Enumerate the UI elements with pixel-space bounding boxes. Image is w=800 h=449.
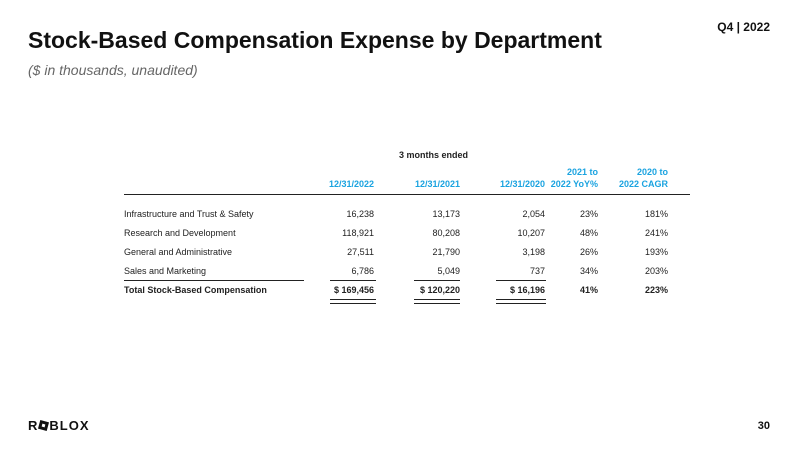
table-cell: 26% xyxy=(579,247,598,257)
table-cell: $ 16,196 xyxy=(509,285,545,295)
rule-line xyxy=(496,280,546,281)
period-label: Q4 | 2022 xyxy=(717,20,770,34)
table-cell: 737 xyxy=(529,266,545,276)
logo-tilted-square-icon xyxy=(38,420,49,431)
rule-line xyxy=(414,280,460,281)
table-cell: 3,198 xyxy=(522,247,545,257)
column-header-yoy: 2021 to 2022 YoY% xyxy=(550,167,598,189)
page-number: 30 xyxy=(757,420,770,432)
roblox-logo: R BLOX xyxy=(28,418,90,433)
table-cell: 16,238 xyxy=(346,209,374,219)
column-header-12-31-2021: 12/31/2021 xyxy=(414,179,460,189)
row-label: Research and Development xyxy=(124,228,236,238)
column-header-12-31-2022: 12/31/2022 xyxy=(328,179,374,189)
table-cell: 23% xyxy=(579,209,598,219)
table-row xyxy=(124,209,690,223)
table-cell: 203% xyxy=(644,266,668,276)
subtotal-rule xyxy=(124,280,690,281)
table-cell: 5,049 xyxy=(437,266,460,276)
table-cell: 27,511 xyxy=(347,247,374,257)
table-cell: 223% xyxy=(644,285,668,295)
table-cell: 241% xyxy=(644,228,668,238)
table-cell: 48% xyxy=(579,228,598,238)
table-header-row xyxy=(124,162,690,195)
table-cell: 2,054 xyxy=(522,209,545,219)
table-cell: 6,786 xyxy=(351,266,374,276)
column-header-cagr: 2020 to 2022 CAGR xyxy=(618,167,668,189)
row-label: Infrastructure and Trust & Safety xyxy=(124,209,254,219)
table-row xyxy=(124,266,690,280)
table-cell: 41% xyxy=(579,285,598,295)
row-label: General and Administrative xyxy=(124,247,233,257)
table-cell: 193% xyxy=(644,247,668,257)
table-cell: 181% xyxy=(644,209,668,219)
rule-line xyxy=(124,280,304,281)
page-subtitle: ($ in thousands, unaudited) xyxy=(28,62,198,78)
rule-line xyxy=(330,280,376,281)
table-cell: $ 120,220 xyxy=(419,285,460,295)
row-label: Sales and Marketing xyxy=(124,266,207,276)
table-cell: 34% xyxy=(579,266,598,276)
table-cell: 13,173 xyxy=(432,209,460,219)
table-cell: 10,207 xyxy=(517,228,545,238)
double-rule-line xyxy=(330,299,376,304)
double-rule-line xyxy=(414,299,460,304)
table-row xyxy=(124,247,690,261)
column-header-12-31-2020: 12/31/2020 xyxy=(499,179,545,189)
double-rule-line xyxy=(496,299,546,304)
table-cell: 80,208 xyxy=(432,228,460,238)
page-title: Stock-Based Compensation Expense by Department xyxy=(28,27,602,53)
table-cell: $ 169,456 xyxy=(333,285,374,295)
table-cell: 21,790 xyxy=(432,247,460,257)
table-cell: 118,921 xyxy=(342,228,374,238)
group-label: 3 months ended xyxy=(399,150,469,160)
table-row xyxy=(124,228,690,242)
row-label: Total Stock-Based Compensation xyxy=(124,285,267,295)
table-total-row xyxy=(124,285,690,299)
total-double-rule xyxy=(124,299,690,300)
